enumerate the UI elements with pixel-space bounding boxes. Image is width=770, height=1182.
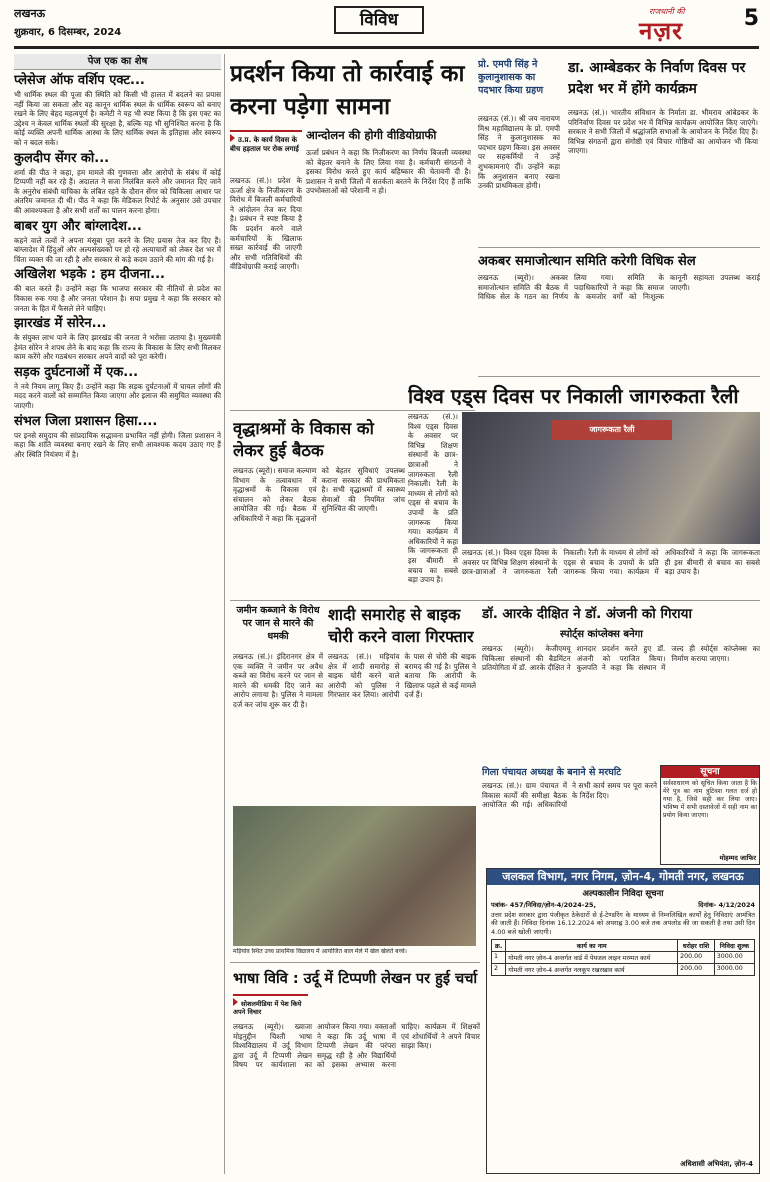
left-head-6: सड़क दुर्घटनाओं में एक... (14, 364, 139, 380)
vriddha-headline: वृद्धाश्रमों के विकास को लेकर हुई बैठक (233, 419, 374, 460)
section-title: विविध (334, 6, 424, 34)
akbar-headline: अकबर समाजोत्थान समिति करेगी विधिक सेल (478, 254, 696, 269)
notice-signature: मोहम्मद जाफिर (719, 854, 756, 862)
left-head-1: प्लेसेज ऑफ वर्शिप एक्ट... (14, 73, 145, 88)
left-body-6: ने नये नियम लागू किए हैं। उन्होंने कहा कि सड़क दुर्घटनाओं में घायल लोगों की मदद करने वालों को सम्मानित किया जाएगा और इलाज की समुचित व्यवस्था की जाएगी। (14, 381, 221, 411)
gila-body: लखनऊ (सं.)। ग्राम पंचायत में विकास कार्यों की समीक्षा बैठक आयोजित की गई। अधिकारियों ने सभी कार्य समय पर पूरा करने के निर्देश दिए। (482, 781, 657, 810)
masthead-rule (14, 46, 759, 49)
prof-headline: प्रो. एमपी सिंह ने कुलानुशासक का पदभार किया ग्रहण (478, 59, 544, 96)
divider (478, 376, 760, 377)
lead-headline: प्रदर्शन किया तो कार्रवाई का करना पड़ेगा सामना (230, 61, 465, 120)
table-row: 2 गोमती नगर ज़ोन-4 अन्तर्गत नलकूप रखरखाव कार्य 200.00 3000.00 (492, 963, 755, 975)
table-header: निविदा शुल्क (714, 939, 754, 951)
left-head-4: अखिलेश भड़के : हम दीजना... (14, 267, 165, 283)
akbar-body: लखनऊ (ब्यूरो)। अकबर समाजोत्थान समिति की बैठक में विधिक सेल के गठन का निर्णय लिया गया। समिति के पदाधिकारियों ने कहा कि समाज के कमजोर वर्गों को निःशुल्क कानूनी सहायता उपलब्ध कराई जाएगी। (478, 273, 760, 302)
table-header: कार्य का नाम (506, 939, 678, 951)
chevron-right-icon (230, 134, 235, 142)
tender-department: जलकल विभाग, नगर निगम, ज़ोन-4, गोमती नगर, लखनऊ (487, 869, 759, 885)
aids-headline: विश्व एड्स दिवस पर निकाली जागरुकता रैली (408, 384, 739, 408)
tender-body: उत्तर प्रदेश सरकार द्वारा पंजीकृत ठेकेदारों से ई-टेण्डरिंग के माध्यम से निम्नलिखित कार्यों हेतु निविदाएं आमंत्रित की जाती हैं। निविदा दिनांक 16.12.2024 को अपराह्न 3.00 बजे तक अपलोड की जा सकती है तथा उसी दिन 4.00 बजे खोली जाएगी। (491, 911, 755, 936)
left-body-2: शर्मा की पीठ ने कहा, हम मामले की गुणवत्ता और आरोपों के संबंध में कोई टिप्पणी नहीं कर रहे हैं। अदालत ने सजा निलंबित करने और जमानत दिए जाने के अनुरोध संबंधी याचिका के लंबित रहने के दौरान सेंगर को चिकित्सा आधार पर अंतरिम जमानत दी थी। पीठ ने कहा कि मेडिकल रिपोर्ट के अनुसार उसे उपचार की आवश्यकता है और सभी शर्तों का पालन करना होगा। (14, 167, 221, 215)
vriddha-body: लखनऊ (ब्यूरो)। समाज कल्याण विभाग के तत्वावधान में वृद्धाश्रमों के विकास एवं संचालन को लेकर बैठक आयोजित की गई। बैठक में अधिकारियों ने कहा कि वृद्धजनों को बेहतर सुविधाएं उपलब्ध कराना सरकार की प्राथमिकता है। सभी वृद्धाश्रमों में स्वास्थ्य सेवाओं की नियमित जांच सुनिश्चित की जाएगी। (233, 466, 405, 523)
photo-caption: मड़ियांव स्थित उच्च प्राथमिक विद्यालय में आयोजित बाल मेले में खेल खेलते बच्चे। (233, 948, 407, 955)
left-head-7: संभल जिला प्रशासन हिसा.... (14, 413, 158, 429)
left-body-5: के संयुक्त लाभ पाने के लिए झारखंड की जनता ने भरोसा जताया है। मुख्यमंत्री हेमंत सोरेन ने शपथ लेने के बाद कहा कि राज्य के विकास के लिए सभी मिलकर काम करेंगे और गठबंधन सरकार अपने वादों को पूरा करेगी। (14, 333, 221, 362)
edition-date: शुक्रवार, 6 दिसम्बर, 2024 (14, 27, 122, 38)
bhasha-headline: भाषा विवि : उर्दू में टिप्पणी लेखन पर हुई चर्चा (233, 971, 478, 987)
column-divider (224, 54, 225, 1174)
left-body-7: पर इनसे समुदाय की सांप्रदायिक सद्भावना प्रभावित नहीं होगी। जिला प्रशासन ने कहा कि शांति व्यवस्था बनाए रखने के लिए सभी आवश्यक कदम उठाए गए हैं और स्थिति नियंत्रण में है। (14, 430, 221, 459)
table-row: 1 गोमती नगर ज़ोन-4 अन्तर्गत वार्ड में पेयजल लाइन मरम्मत कार्य 200.00 3000.00 (492, 951, 755, 963)
newspaper-logo: राजधानी की नज़र (639, 7, 685, 45)
gila-headline: गिला पंचायत अध्यक्ष के बनाने से मरघटि (482, 767, 622, 778)
public-notice-box (660, 765, 760, 865)
tender-ref: पत्रांक- 457/निविदा/ज़ोन-4/2024-25, (491, 901, 596, 909)
left-head-3: बाबर युग और बांग्लादेश... (14, 218, 142, 234)
aids-rally-photo (462, 412, 760, 544)
tender-title: अल्पकालीन निविदा सूचना (582, 889, 664, 899)
jameen-body: लखनऊ (सं.)। इंदिरानगर क्षेत्र में एक व्यक्ति ने जमीन पर अवैध कब्जे का विरोध करने पर जान से मारने की धमकी दिए जाने का आरोप लगाया है। पुलिस ने मामला दर्ज कर जांच शुरू कर दी है। (233, 652, 323, 709)
divider (230, 600, 760, 601)
notice-title: सूचना (661, 766, 759, 778)
left-head-5: झारखंड में सोरेन... (14, 316, 107, 332)
left-column (14, 54, 221, 1174)
page-number: 5 (743, 6, 759, 31)
table-header: धरोहर राशि (678, 939, 715, 951)
baik-headline: शादी समारोह से बाइक चोरी करने वाला गिरफ्तार (328, 605, 474, 646)
divider (230, 962, 480, 963)
baik-body: लखनऊ (सं.)। मड़ियांव क्षेत्र में शादी समारोह से बाइक चोरी करने वाले आरोपी को पुलिस ने गिरफ्तार कर लिया। आरोपी के पास से चोरी की बाइक बरामद की गई है। पुलिस ने बताया कि आरोपी के खिलाफ पहले से कई मामले दर्ज हैं। (328, 652, 476, 700)
lead-subhead: आन्दोलन की होगी वीडियोग्राफी (306, 128, 437, 142)
sports-body: लखनऊ (ब्यूरो)। केजीएमयू चिकित्सा संस्थानों की बैडमिंटन प्रतियोगिता में डॉ. आरके दीक्षित ने शानदार प्रदर्शन करते हुए डॉ. अंजनी को पराजित किया। कुलपति ने कहा कि संस्थान में जल्द ही स्पोर्ट्स कांप्लेक्स का निर्माण कराया जाएगा। (482, 644, 760, 673)
ambedkar-headline: डा. आम्बेडकर के निर्वाण दिवस पर प्रदेश भर में होंगे कार्यक्रम (568, 60, 746, 97)
divider (230, 410, 475, 411)
notice-body: सर्वसाधारण को सूचित किया जाता है कि मेरे पुत्र का नाम त्रुटिवश गलत दर्ज हो गया है, जिसे सही कर लिया जाए। भविष्य में सभी दस्तावेजों में सही नाम का प्रयोग किया जाएगा। (663, 780, 757, 819)
bhasha-sidebar: सोशलमीडिया में पेश किये अपने विचार (233, 994, 308, 1018)
jameen-headline: जमीन कब्जाने के विरोध पर जान से मारने की धमकी (236, 605, 320, 642)
chevron-right-icon (233, 998, 238, 1006)
left-body-3: कहने वाले तत्वों ने अपना मंसूबा पूरा करने के लिए प्रयास तेज कर दिए हैं। बांग्लादेश में हिंदुओं और अल्पसंख्यकों पर हो रहे अत्याचारों को लेकर देश भर में चिंता व्यक्त की जा रही है और सरकार से कड़े कदम उठाने की मांग की गई है। (14, 235, 221, 264)
left-body-4: की बात करते हैं। उन्होंने कहा कि भाजपा सरकार की नीतियों से प्रदेश का विकास रुक गया है और जनता परेशान है। सपा प्रमुख ने कहा कि सरकार को जनता के हित में फैसले लेने चाहिए। (14, 284, 221, 313)
school-fair-photo (233, 806, 476, 946)
lead-sidebar: उ.प्र. के कार्य दिवस के बीच हड़ताल पर रोक लगाई (230, 130, 302, 170)
tender-table (491, 939, 755, 976)
sports-headline: डॉ. आरके दीक्षित ने डॉ. अंजनी को गिराया (482, 606, 692, 622)
bhasha-body: लखनऊ (ब्यूरो)। ख्वाजा मोइनुद्दीन चिश्ती भाषा विश्वविद्यालय में उर्दू विभाग द्वारा उर्दू में टिप्पणी लेखन विषय पर कार्यशाला का आयोजन किया गया। वक्ताओं ने कहा कि उर्दू भाषा में टिप्पणी लेखन की परंपरा समृद्ध रही है और विद्यार्थियों को इसका अभ्यास करना चाहिए। कार्यक्रम में शिक्षकों एवं शोधार्थियों ने अपने विचार साझा किए। (233, 1022, 480, 1070)
sports-subhead: स्पोर्ट्स कांप्लेक्स बनेगा (560, 629, 643, 640)
table-header: क्र. (492, 939, 506, 951)
tender-notice (486, 868, 760, 1174)
lead-body-col-2: ऊर्जा प्रबंधन ने कहा कि निजीकरण का निर्णय बिजली व्यवस्था को बेहतर बनाने के लिए लिया गया है। कर्मचारी संगठनों ने इसका विरोध करते हुए कार्य बहिष्कार की चेतावनी दी है। प्रशासन ने सभी जिलों में सतर्कता बरतने के निर्देश दिए हैं ताकि उपभोक्ताओं को परेशानी न हो। (306, 148, 471, 196)
continued-header: पेज एक का शेष (14, 54, 221, 70)
divider (478, 247, 760, 248)
aids-body-continued: लखनऊ (सं.)। विश्व एड्स दिवस के अवसर पर विभिन्न शिक्षण संस्थानों के छात्र-छात्राओं ने जागरुकता रैली निकाली। रैली के माध्यम से लोगों को एड्स से बचाव के उपायों के प्रति जागरूक किया गया। कार्यक्रम में अधिकारियों ने कहा कि जागरूकता ही इस बीमारी से बचाव का सबसे बड़ा उपाय है। (462, 548, 760, 577)
tender-signoff: अधिशासी अभियंता, ज़ोन-4 (680, 1160, 753, 1168)
rally-banner: जागरूकता रैली (552, 420, 672, 440)
left-head-2: कुलदीप सेंगर को... (14, 150, 110, 166)
lead-body-col-1: लखनऊ (सं.)। प्रदेश के ऊर्जा क्षेत्र के निजीकरण के विरोध में बिजली कर्मचारियों ने आंदोलन तेज कर दिया है। प्रबंधन ने स्पष्ट किया है कि प्रदर्शन करने वाले कर्मचारियों के खिलाफ सख्त कार्रवाई की जाएगी और सभी गतिविधियों की वीडियोग्राफी कराई जाएगी। (230, 176, 302, 272)
ambedkar-body: लखनऊ (सं.)। भारतीय संविधान के निर्माता डा. भीमराव आंबेडकर के परिनिर्वाण दिवस पर प्रदेश भर में विभिन्न कार्यक्रम आयोजित किए जाएंगे। सरकार ने सभी जिलों में श्रद्धांजलि सभाओं के आयोजन के निर्देश दिए हैं। विभिन्न संगठनों द्वारा संगोष्ठी एवं विचार गोष्ठियों का आयोजन भी किया जाएगा। (568, 108, 758, 156)
aids-body: लखनऊ (सं.)। विश्व एड्स दिवस के अवसर पर विभिन्न शिक्षण संस्थानों के छात्र-छात्राओं ने जागरुकता रैली निकाली। रैली के माध्यम से लोगों को एड्स से बचाव के उपायों के प्रति जागरूक किया गया। कार्यक्रम में अधिकारियों ने कहा कि जागरूकता ही इस बीमारी से बचाव का सबसे बड़ा उपाय है। (408, 412, 458, 585)
masthead (14, 6, 759, 48)
prof-body: लखनऊ (सं.)। श्री जय नारायण मिश्र महाविद्यालय के प्रो. एमपी सिंह ने कुलानुशासक का पदभार ग्रहण किया। इस अवसर पर सहकर्मियों ने उन्हें शुभकामनाएं दीं। उन्होंने कहा कि अनुशासन बनाए रखना उनकी प्राथमिकता होगी। (478, 114, 560, 191)
edition-city: लखनऊ (14, 7, 46, 20)
tender-date: दिनांक- 4/12/2024 (698, 901, 755, 909)
left-body-1: भी धार्मिक स्थल की पूजा की स्थिति को किसी भी हालत में बदलने का प्रयास नहीं किया जा सकता और वह कानून धार्मिक स्थल के धार्मिक स्वरूप को बनाए रखने के लिए बेहद महत्वपूर्ण है। कमेटी ने यह भी स्पष्ट किया है कि इस एक्ट का उद्देश्य न केवल धार्मिक स्थलों की सुरक्षा है, बल्कि यह भी सुनिश्चित करना है कि कोई व्यक्ति अपनी धार्मिक आस्था के लिए धार्मिक स्थल के इतिहास और स्वरूप को न बदल सके। (14, 90, 221, 147)
